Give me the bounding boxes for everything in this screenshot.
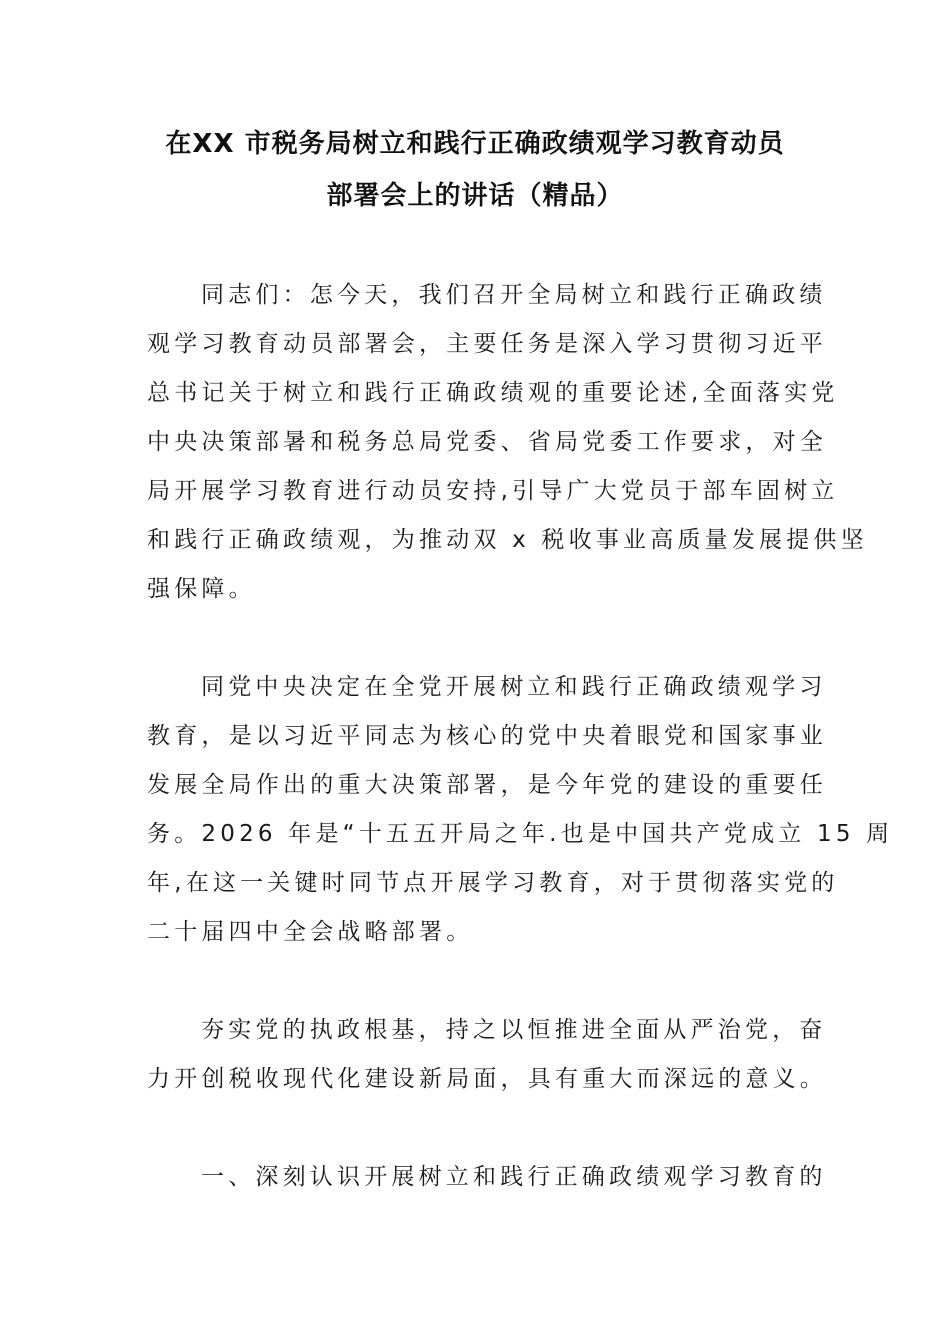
text-line: 务。2026 年是“十五五开局之年.也是中国共产党成立 15 周 [147, 821, 894, 847]
text-line: 力开创税收现代化建设新局面，具有重大而深远的意义。 [147, 1066, 827, 1092]
text-line: 二十届四中全会战略部署。 [147, 919, 474, 945]
title-line-1: 在XX 市税务局树立和践行正确政绩观学习教育动员 [165, 129, 785, 159]
text-line: 年,在这一关键时同节点开展学习教育，对于贯彻落实党的 [147, 870, 839, 896]
section-heading-1 [147, 1153, 827, 1202]
paragraph-central-decision [147, 663, 893, 957]
text-line: 教育，是以习近平同志为核心的党中央着眼党和国家事业 [147, 723, 827, 749]
text-line: 局开展学习教育进行动员安持,引导广大党员于部车固树立 [147, 478, 839, 504]
paragraph-significance [147, 1006, 827, 1104]
text-line: 夯实党的执政根基，持之以恒推进全面从严治党，奋 [201, 1017, 827, 1043]
text-line: 强保障。 [147, 576, 256, 602]
document-title [130, 118, 820, 222]
text-line: 观学习教育动员部署会，主要任务是深入学习贯彻习近平 [147, 331, 827, 357]
text-line: 一、深刻认识开展树立和践行正确政绩观学习教育的 [201, 1164, 827, 1190]
text-line: 总书记关于树立和践行正确政绩观的重要论述,全面落实党 [147, 380, 839, 406]
text-line: 同党中央决定在全党开展树立和践行正确政绩观学习 [201, 674, 827, 700]
text-line: 同志们：怎今天，我们召开全局树立和践行正确政绩 [201, 282, 827, 308]
text-line: 中央决策部暑和税务总局党委、省局党委工作要求，对全 [147, 429, 827, 455]
title-line-2: 部署会上的讲话（精品） [326, 181, 624, 211]
text-line: 发展全局作出的重大决策部署，是今年党的建设的重要任 [147, 772, 827, 798]
paragraph-greeting [147, 271, 868, 614]
text-line: 和践行正确政绩观，为推动双 x 税收事业高质量发展提供坚 [147, 527, 868, 553]
